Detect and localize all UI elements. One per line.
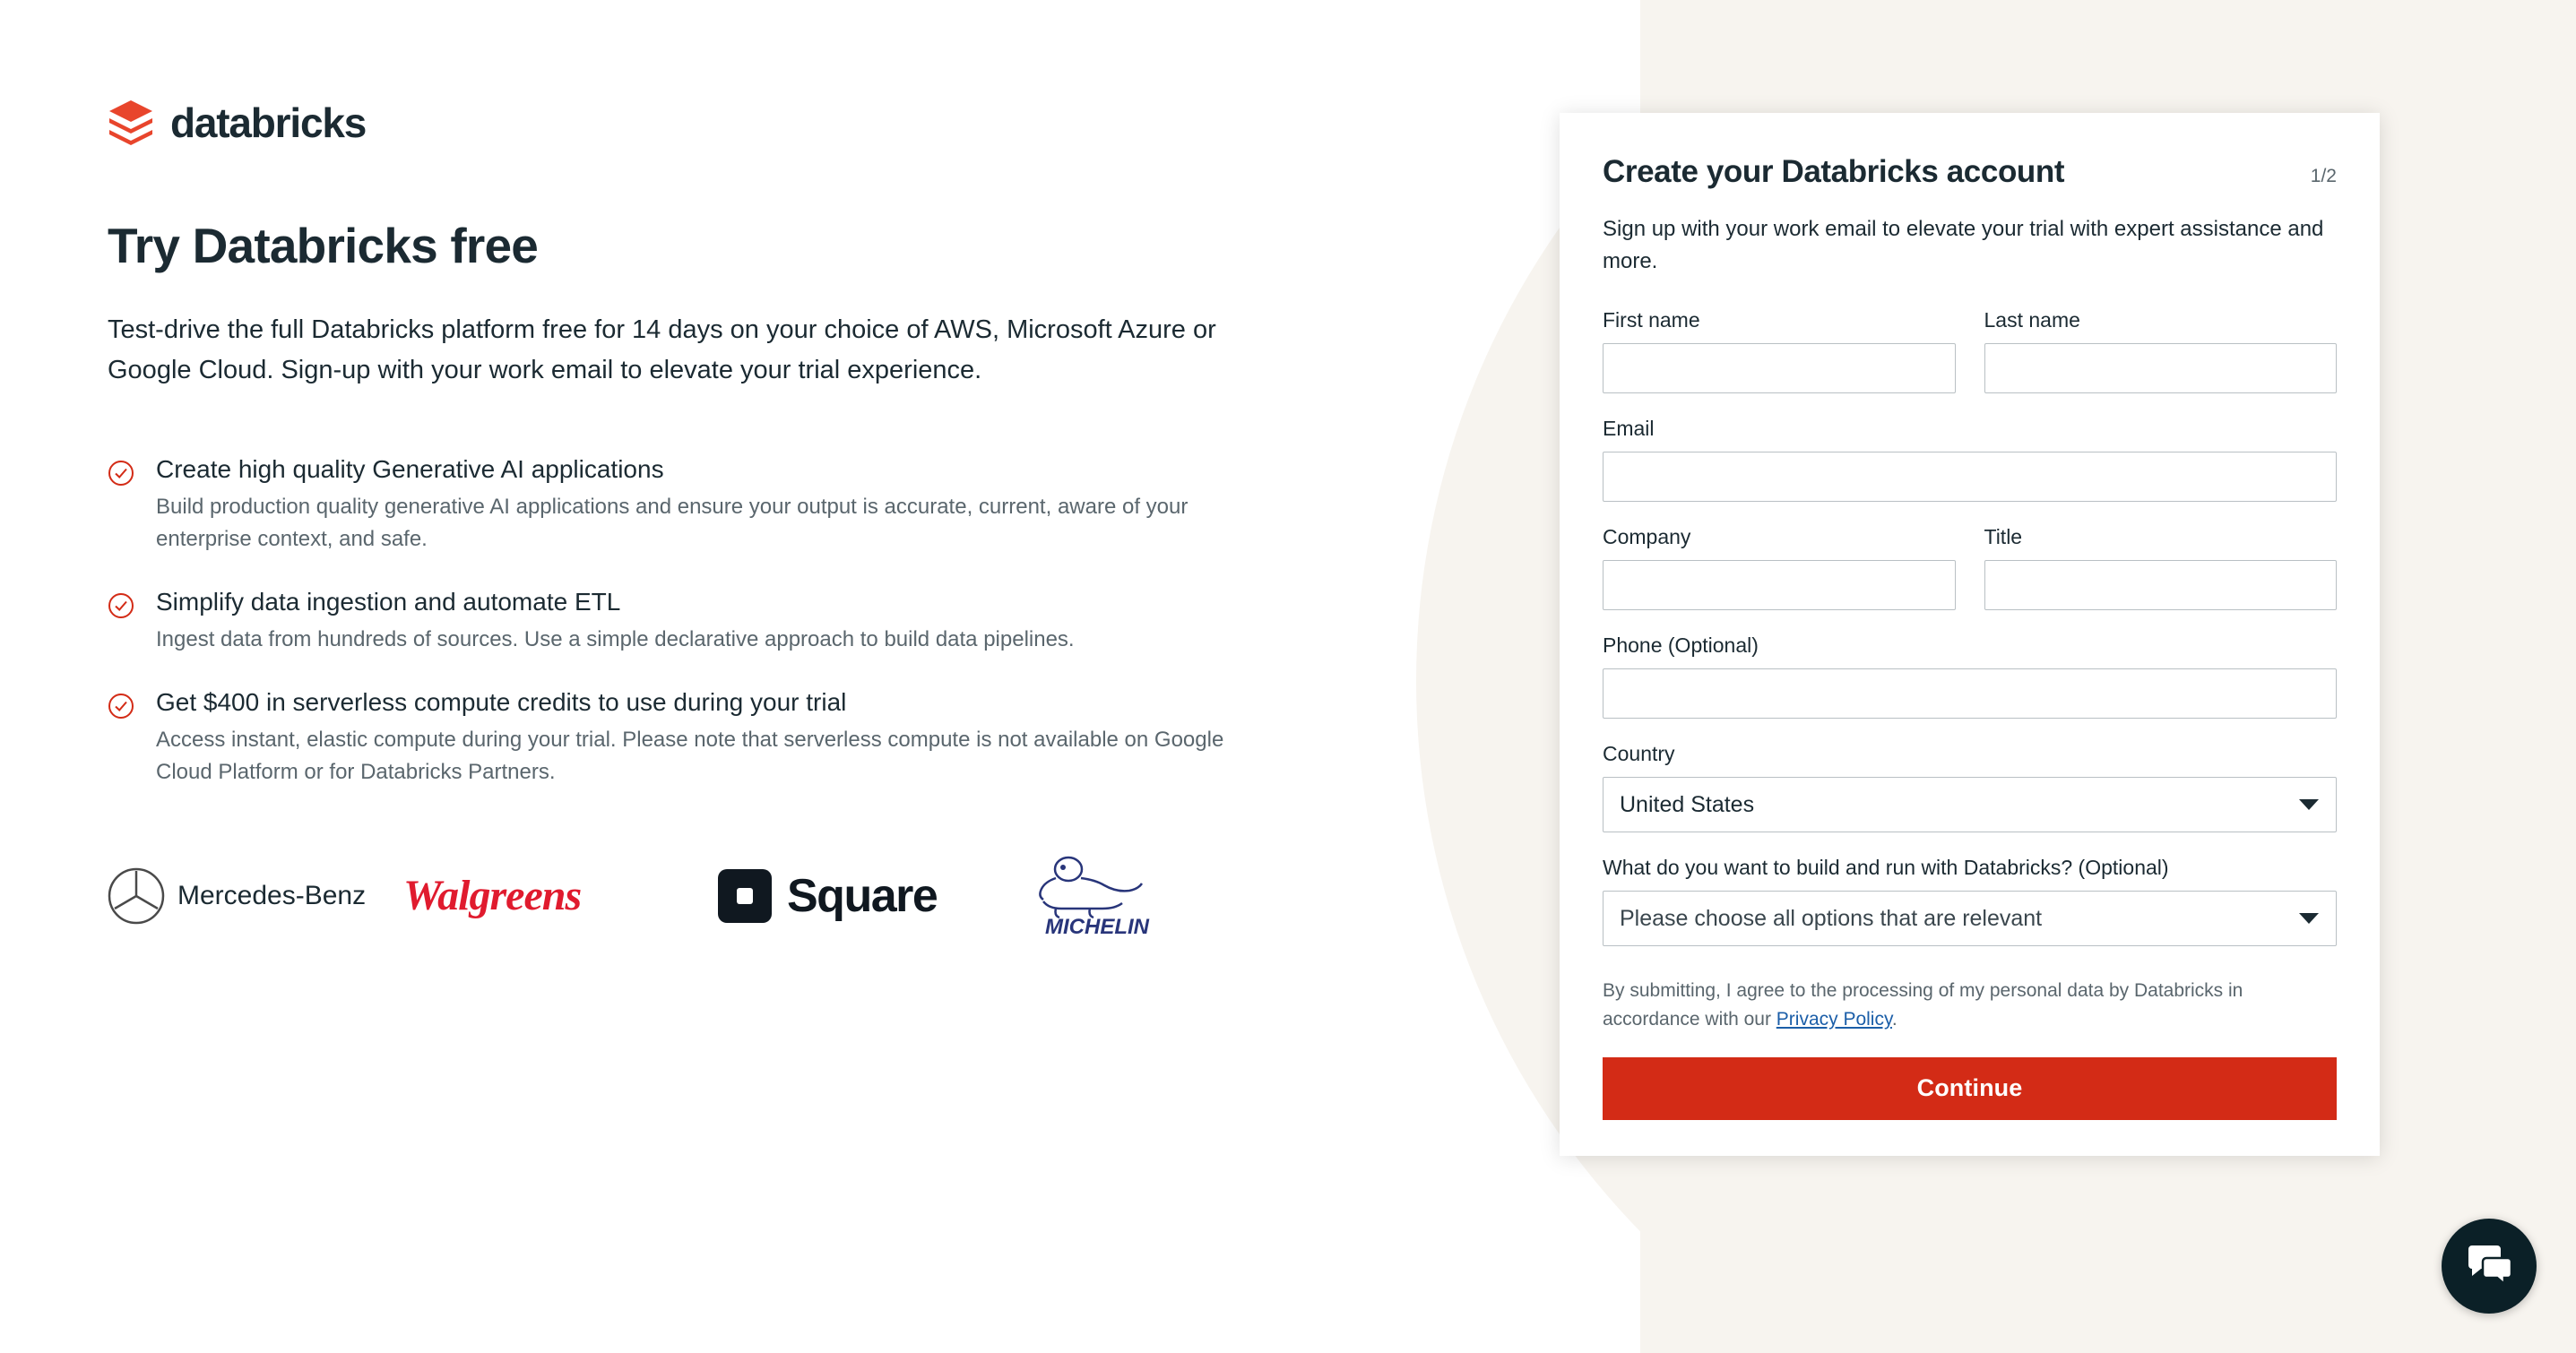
email-field-group bbox=[1603, 417, 2337, 502]
feature-title: Create high quality Generative AI applications bbox=[156, 454, 664, 483]
phone-field-group bbox=[1603, 633, 2337, 719]
feature-description: Ingest data from hundreds of sources. Use a simple declarative approach to build data pipelines. bbox=[156, 626, 1075, 651]
page-title: Try Databricks free bbox=[108, 218, 539, 273]
databricks-wordmark: databricks bbox=[170, 99, 367, 146]
michelin-man-icon bbox=[1004, 851, 1183, 941]
feature-item bbox=[108, 688, 1282, 789]
feature-title: Get $400 in serverless compute credits to use during your trial bbox=[156, 687, 847, 716]
feature-item bbox=[108, 588, 1282, 656]
company-label: Company bbox=[1603, 525, 1691, 548]
continue-button[interactable]: Continue bbox=[1603, 1057, 2337, 1120]
chevron-down-icon bbox=[2299, 913, 2319, 924]
company-input[interactable] bbox=[1603, 560, 1956, 610]
phone-input[interactable] bbox=[1603, 668, 2337, 719]
title-input[interactable] bbox=[1984, 560, 2338, 610]
phone-row bbox=[1603, 633, 2337, 719]
country-row bbox=[1603, 742, 2337, 832]
card-bottom-spacer bbox=[1603, 1120, 2337, 1156]
feature-item bbox=[108, 455, 1282, 556]
customer-logos bbox=[108, 851, 1389, 941]
last-name-field-group bbox=[1984, 308, 2338, 393]
signup-form-card bbox=[1560, 113, 2380, 1156]
country-select[interactable] bbox=[1603, 777, 2337, 832]
interests-label: What do you want to build and run with Databricks? (Optional) bbox=[1603, 856, 2169, 879]
chevron-down-icon bbox=[2299, 799, 2319, 810]
legal-text-prefix: By submitting, I agree to the processing of my personal data by Databricks in accordance with our bbox=[1603, 980, 2243, 1030]
interests-select-value: Please choose all options that are relevant bbox=[1603, 891, 2337, 946]
legal-text-suffix: . bbox=[1891, 1008, 1897, 1030]
check-circle-icon bbox=[108, 592, 134, 656]
interests-select[interactable] bbox=[1603, 891, 2337, 946]
feature-description: Access instant, elastic compute during your trial. Please note that serverless compute is not available on Google Cloud Platform or for Databricks Partners. bbox=[156, 727, 1224, 784]
form-title: Create your Databricks account bbox=[1603, 154, 2065, 189]
walgreens-label: Walgreens bbox=[403, 872, 582, 920]
country-select-value: United States bbox=[1603, 777, 2337, 832]
square-logo bbox=[717, 868, 1004, 924]
michelin-label: MICHELIN bbox=[1045, 914, 1149, 939]
form-subtitle: Sign up with your work email to elevate your trial with expert assistance and more. bbox=[1603, 217, 2324, 273]
email-label: Email bbox=[1603, 417, 1655, 440]
chat-widget-button[interactable] bbox=[2442, 1219, 2537, 1314]
last-name-input[interactable] bbox=[1984, 343, 2338, 393]
check-circle-icon bbox=[108, 460, 134, 556]
company-field-group bbox=[1603, 525, 1956, 610]
databricks-logo[interactable] bbox=[108, 99, 1389, 147]
phone-label: Phone (Optional) bbox=[1603, 633, 1759, 657]
email-row bbox=[1603, 417, 2337, 502]
chat-bubble-icon bbox=[2465, 1244, 2513, 1288]
interests-row bbox=[1603, 856, 2337, 946]
mercedes-benz-logo bbox=[108, 867, 403, 925]
email-input[interactable] bbox=[1603, 452, 2337, 502]
title-label: Title bbox=[1984, 525, 2023, 548]
first-name-field-group bbox=[1603, 308, 1956, 393]
form-header bbox=[1603, 154, 2337, 190]
check-circle-icon bbox=[108, 693, 134, 789]
page-subtitle: Test-drive the full Databricks platform free for 14 days on your choice of AWS, Microsoft Azure or Google Cloud. Sign-up with your work email to elevate your trial experience. bbox=[108, 315, 1216, 384]
databricks-mark-icon bbox=[108, 99, 154, 147]
square-label: Square bbox=[787, 869, 938, 922]
first-name-label: First name bbox=[1603, 308, 1700, 332]
legal-disclaimer bbox=[1603, 977, 2337, 1034]
privacy-policy-link[interactable]: Privacy Policy bbox=[1776, 1008, 1892, 1030]
square-mark-icon bbox=[717, 868, 773, 924]
michelin-logo bbox=[1004, 851, 1237, 941]
title-field-group bbox=[1984, 525, 2338, 610]
interests-field-group bbox=[1603, 856, 2337, 946]
country-field-group bbox=[1603, 742, 2337, 832]
mercedes-star-icon bbox=[108, 867, 165, 925]
marketing-panel bbox=[108, 99, 1389, 941]
last-name-label: Last name bbox=[1984, 308, 2080, 332]
company-title-row bbox=[1603, 525, 2337, 610]
step-indicator: 1/2 bbox=[2310, 166, 2337, 186]
mercedes-benz-label: Mercedes-Benz bbox=[177, 880, 367, 910]
first-name-input[interactable] bbox=[1603, 343, 1956, 393]
feature-title: Simplify data ingestion and automate ETL bbox=[156, 587, 621, 616]
country-label: Country bbox=[1603, 742, 1675, 765]
name-row bbox=[1603, 308, 2337, 393]
walgreens-logo bbox=[403, 871, 717, 920]
feature-description: Build production quality generative AI applications and ensure your output is accurate, current, aware of your enterprise context, and safe. bbox=[156, 494, 1189, 551]
